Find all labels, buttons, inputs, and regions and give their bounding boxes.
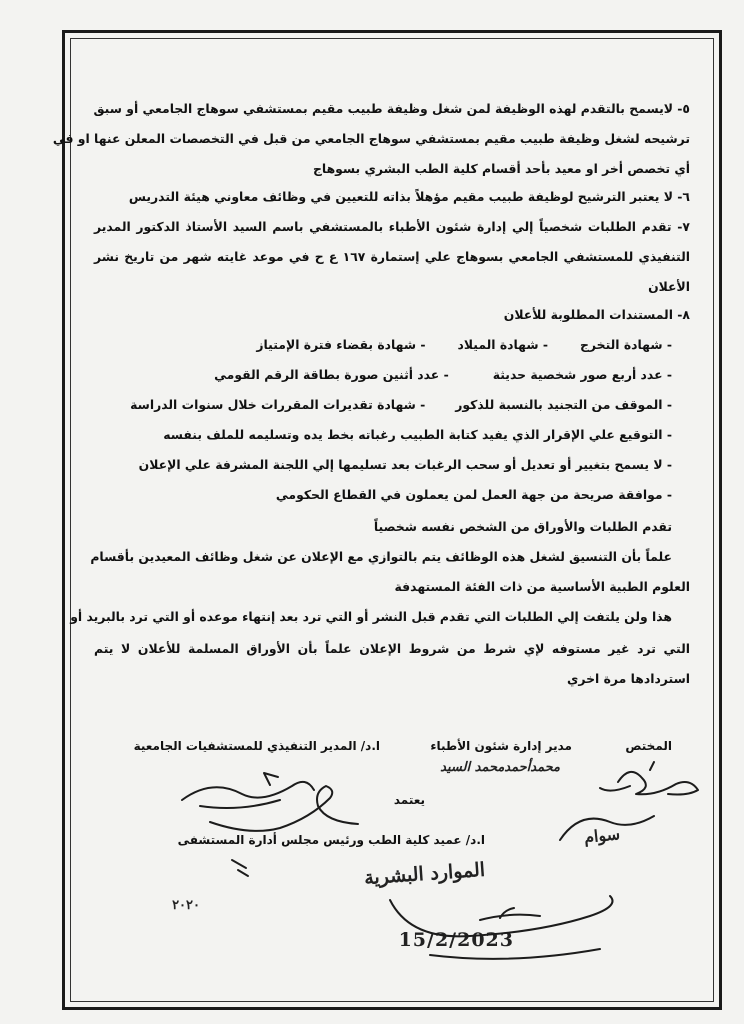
doctors-affairs-title: مدير إدارة شئون الأطباء — [430, 739, 572, 753]
item-8-heading: ٨- المستندات المطلوبة للأعلان — [503, 307, 690, 322]
note-rejection-line-3: استردادها مرة اخري — [567, 671, 690, 686]
handwritten-date: 15/2/2023 — [398, 929, 514, 951]
dean-title: ا.د/ عميد كلية الطب ورئيس مجلس أدارة المستشفى — [177, 833, 485, 847]
item-6: ٦- لا يعتبر الترشيح لوظيفة طبيب مقيم مؤهلاً بذاته للتعيين في وظائف معاوني هيئة التدريس — [128, 189, 690, 204]
doc-internship: - شهادة بقضاء فترة الإمتياز — [256, 337, 426, 352]
handwritten-hr: الموارد البشرية — [363, 858, 486, 890]
item-7-line-3: الأعلان — [648, 279, 690, 294]
note-coordination-line-1: علماً بأن التنسيق لشغل هذه الوظائف يتم بالتوازي مع الإعلان عن شغل وظائف المعيدين بأقسام — [90, 549, 672, 564]
doc-graduation: - شهادة التخرج — [580, 337, 672, 352]
specialist-title: المختص — [625, 739, 672, 753]
docs-row-2 — [94, 366, 672, 384]
approved-label: يعتمد — [393, 793, 425, 807]
handwritten-small-note: ٢٠٢٠ — [172, 898, 200, 913]
doc-grades: - شهادة تقديرات المقررات خلال سنوات الدراسة — [130, 397, 426, 412]
item-5-line-1: ٥- لايسمح بالتقدم لهذه الوظيفة لمن شغل وظيفة طبيب مقيم بمستشفي سوهاج الجامعي أو سبق — [93, 101, 690, 116]
document-page — [52, 42, 710, 998]
doc-employer-consent: - موافقة صريحة من جهة العمل لمن يعملون في القطاع الحكومي — [275, 487, 672, 502]
docs-row-3 — [94, 396, 672, 414]
note-coordination-line-2: العلوم الطبية الأساسية من ذات الفئة المستهدفة — [394, 579, 690, 594]
doc-id-card: - عدد أثنين صورة بطاقة الرقم القومي — [214, 367, 449, 382]
handwritten-sawam: سوام — [583, 824, 621, 847]
doc-declaration: - التوقيع علي الإقرار الذي يفيد كتابة الطبيب رغباته بخط يده وتسليمه للملف بنفسه — [163, 427, 672, 442]
doc-no-change: - لا يسمح بتغيير أو تعديل أو سحب الرغبات بعد تسليمها إلي اللجنة المشرفة علي الإعلان — [138, 457, 672, 472]
exec-director-title: ا.د/ المدير التنفيذي للمستشفيات الجامعية — [133, 739, 380, 753]
item-5-line-2: ترشيحه لشغل وظيفة طبيب مقيم بمستشفي سوهاج الجامعي من قبل في التخصصات المعلن عنها او في — [52, 131, 690, 146]
note-rejection-line-2: التي ترد غير مستوفه لإي شرط من شروط الإعلان علماً بأن الأوراق المسلمة للأعلان لا يتم — [94, 641, 690, 656]
docs-row-1 — [94, 336, 672, 354]
doc-military: - الموقف من التجنيد بالنسبة للذكور — [455, 397, 672, 412]
item-5-line-3: أي تخصص أخر او معيد بأحد أقسام كلية الطب البشري بسوهاج — [312, 161, 690, 176]
doc-photos: - عدد أربع صور شخصية حديثة — [492, 367, 672, 382]
note-in-person: تقدم الطلبات والأوراق من الشخص نفسه شخصياً — [373, 519, 672, 534]
doctors-affairs-handwritten-name: محمدأحمدمحمد السيد — [440, 760, 560, 775]
item-7-line-1: ٧- تقدم الطلبات شخصياً إلي إدارة شئون الأطباء بالمستشفي باسم السيد الأستاذ الدكتور المدير — [94, 219, 690, 234]
item-7-line-2: التنفيذي للمستشفي الجامعي بسوهاج علي إستمارة ١٦٧ ع ح في موعد غايته شهر من تاريخ نشر — [94, 249, 690, 264]
doc-birth: - شهادة الميلاد — [457, 337, 548, 352]
note-rejection-line-1: هذا ولن يلتفت إلي الطلبات التي تقدم قبل النشر أو التي ترد بعد إنتهاء موعده أو التي ترد بالبريد أو — [70, 609, 672, 624]
